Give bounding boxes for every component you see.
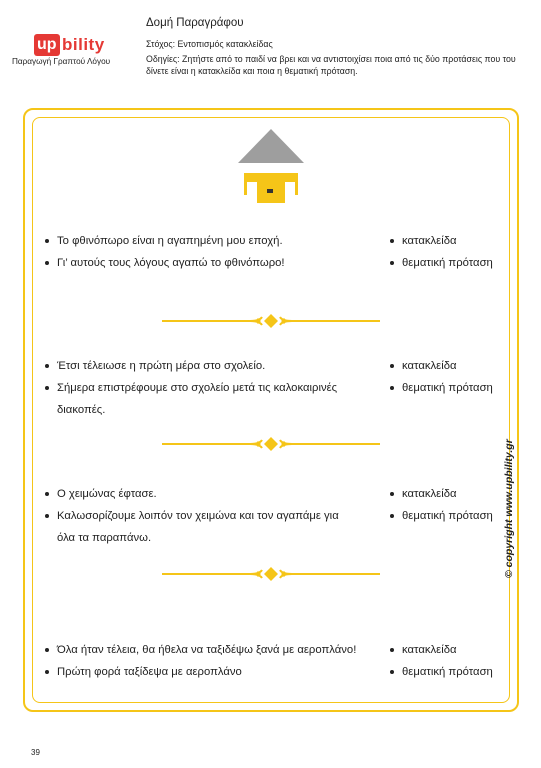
bullet — [45, 261, 49, 265]
sentence-text: Έτσι τέλειωσε η πρώτη μέρα στο σχολείο. — [57, 360, 266, 372]
ornament-divider — [162, 566, 380, 582]
option-label: κατακλείδα — [402, 644, 457, 656]
logo-caption: Παραγωγή Γραπτού Λόγου — [12, 57, 111, 66]
bullet — [390, 670, 394, 674]
bullet — [390, 514, 394, 518]
instructions-text: Οδηγίες: Ζητήστε από το παιδί να βρει και να αντιστοιχίσει ποια από τις δύο προτάσεις που του δίνετε είναι η κατακλείδα και ποια η θεματική πρόταση. — [146, 54, 516, 76]
sentence-text: Γι’ αυτούς τους λόγους αγαπώ το φθινόπωρο! — [57, 257, 285, 269]
sentence-1b — [57, 255, 285, 271]
option-topic-3[interactable] — [402, 508, 493, 524]
option-label: θεματική πρόταση — [402, 666, 493, 678]
sentence-2b — [57, 380, 337, 396]
bullet — [390, 492, 394, 496]
sentence-text: Σήμερα επιστρέφουμε στο σχολείο μετά τις καλοκαιρινές — [57, 382, 338, 394]
option-label: θεματική πρόταση — [402, 257, 493, 269]
option-conclusion-4[interactable] — [402, 642, 457, 658]
ornament-divider — [162, 436, 380, 452]
option-label: κατακλείδα — [402, 488, 457, 500]
bullet — [45, 364, 49, 368]
sentence-2a — [57, 358, 265, 374]
option-label: κατακλείδα — [402, 360, 457, 372]
sentence-3b — [57, 508, 339, 524]
bullet — [45, 514, 49, 518]
house-icon — [236, 127, 306, 205]
option-conclusion-3[interactable] — [402, 486, 457, 502]
bullet — [390, 364, 394, 368]
logo-bility: bility — [62, 35, 105, 54]
sentence-2b-continued: διακοπές. — [57, 404, 106, 416]
bullet — [390, 386, 394, 390]
option-topic-4[interactable] — [402, 664, 493, 680]
bullet — [45, 386, 49, 390]
sentence-4a — [57, 642, 356, 658]
sentence-1a — [57, 233, 283, 249]
sentence-text: Καλωσορίζουμε λοιπόν τον χειμώνα και τον αγαπάμε για — [57, 510, 339, 522]
bullet — [45, 239, 49, 243]
upbility-logo — [34, 34, 114, 56]
sentence-3a — [57, 486, 157, 502]
sentence-4b — [57, 664, 242, 680]
option-label: θεματική πρόταση — [402, 382, 493, 394]
bullet — [390, 239, 394, 243]
goal-text: Στόχος: Εντοπισμός κατακλείδας — [146, 39, 273, 49]
bullet — [390, 261, 394, 265]
copyright-text: © copyright www.upbility.gr — [503, 439, 515, 578]
sentence-text: Το φθινόπωρο είναι η αγαπημένη μου εποχή. — [57, 235, 283, 247]
bullet — [45, 492, 49, 496]
sentence-text: Όλα ήταν τέλεια, θα ήθελα να ταξιδέψω ξανά με αεροπλάνο! — [57, 644, 357, 656]
bullet — [390, 648, 394, 652]
option-conclusion-2[interactable] — [402, 358, 457, 374]
sentence-text: Ο χειμώνας έφτασε. — [57, 488, 157, 500]
page-number: 39 — [31, 748, 40, 757]
option-topic-2[interactable] — [402, 380, 493, 396]
option-label: θεματική πρόταση — [402, 510, 493, 522]
page-title: Δομή Παραγράφου — [146, 17, 244, 29]
sentence-text: Πρώτη φορά ταξίδεψα με αεροπλάνο — [57, 666, 242, 678]
logo-up: up — [34, 34, 60, 56]
ornament-divider — [162, 313, 380, 329]
bullet — [45, 670, 49, 674]
option-label: κατακλείδα — [402, 235, 457, 247]
option-conclusion-1[interactable] — [402, 233, 457, 249]
sentence-3b-continued: όλα τα παραπάνω. — [57, 532, 152, 544]
option-topic-1[interactable] — [402, 255, 493, 271]
bullet — [45, 648, 49, 652]
